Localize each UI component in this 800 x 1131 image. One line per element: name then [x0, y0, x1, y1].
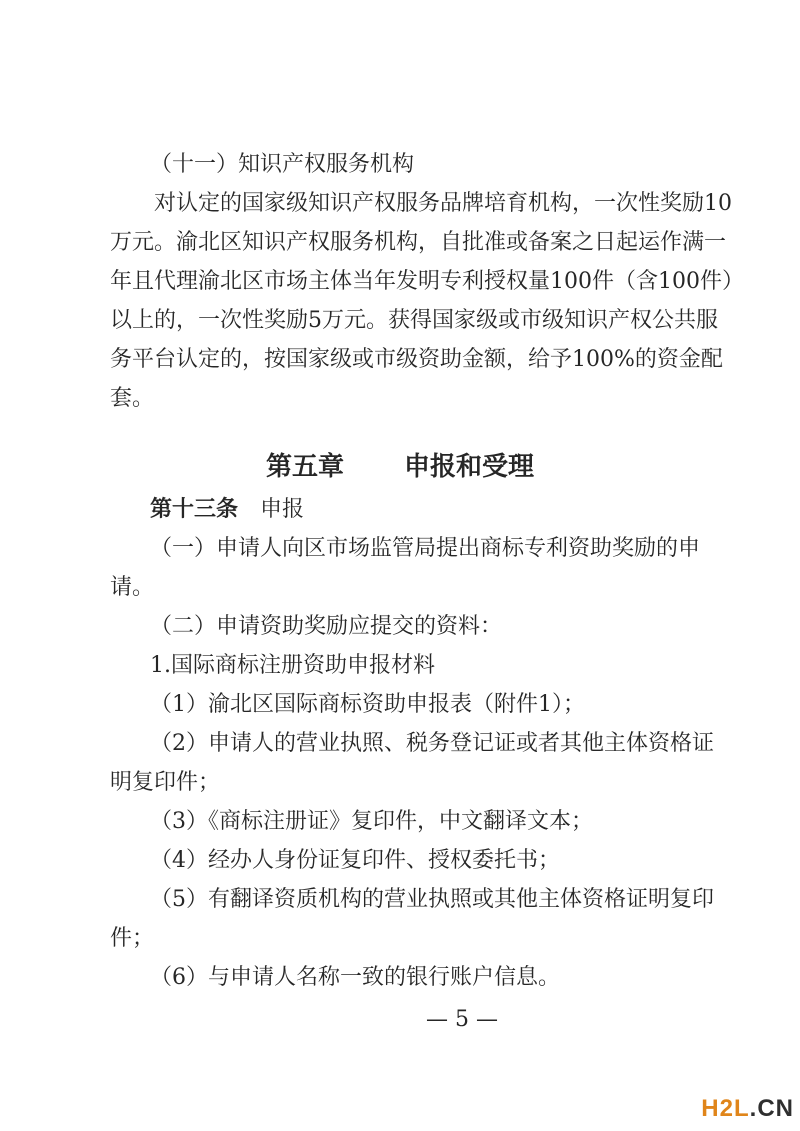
article-13-heading: [150, 494, 710, 525]
item-2-line: （二）申请资助奖励应提交的资料：: [150, 614, 503, 639]
material-item-5-line-1: （5）有翻译资质机构的营业执照或其他主体资格证明复印: [150, 887, 714, 912]
material-item-2-line-2: 明复印件；: [110, 770, 221, 795]
watermark-part-3: .CN: [749, 1095, 794, 1122]
article-13-title: 第十三条: [150, 496, 239, 522]
section-11-para-line-1: 对认定的国家级知识产权服务品牌培育机构，一次性奖励10: [154, 191, 732, 216]
section-11-para-line-5: 务平台认定的，按国家级或市级资助金额，给予100%的资金配: [110, 347, 723, 372]
page-number: [0, 1005, 800, 1035]
item-1-line-1: （一）申请人向区市场监管局提出商标专利资助奖励的申: [150, 536, 701, 561]
section-11-title: （十一）知识产权服务机构: [150, 152, 415, 177]
section-11-para-line-4: 以上的，一次性奖励5万元。获得国家级或市级知识产权公共服: [110, 308, 718, 333]
material-item-6: （6）与申请人名称一致的银行账户信息。: [150, 965, 560, 990]
chapter-number: 第五章: [265, 452, 344, 482]
watermark-part-1: H: [701, 1095, 720, 1122]
watermark-logo: [701, 1095, 794, 1123]
material-item-5-line-2: 件；: [110, 926, 155, 951]
page-number-text: — 5 —: [426, 1007, 498, 1032]
material-item-3: （3）《商标注册证》复印件，中文翻译文本；: [150, 809, 593, 834]
section-11-para-line-6: 套。: [110, 386, 155, 411]
chapter-heading: [0, 450, 800, 484]
item-1-line-2: 请。: [110, 575, 155, 600]
material-item-4: （4）经办人身份证复印件、授权委托书；: [150, 848, 560, 873]
materials-heading: 1.国际商标注册资助申报材料: [150, 653, 435, 678]
article-13-subtitle: 申报: [260, 497, 305, 522]
material-item-2-line-1: （2）申请人的营业执照、税务登记证或者其他主体资格证: [150, 731, 714, 756]
chapter-title: 申报和受理: [404, 452, 535, 482]
material-item-1: （1）渝北区国际商标资助申报表（附件1）；: [150, 692, 585, 717]
watermark-part-2: 2L: [719, 1095, 750, 1122]
section-11-para-line-3: 年且代理渝北区市场主体当年发明专利授权量100件（含100件）: [110, 269, 744, 294]
section-11-para-line-2: 万元。渝北区知识产权服务机构，自批准或备案之日起运作满一: [110, 230, 727, 255]
